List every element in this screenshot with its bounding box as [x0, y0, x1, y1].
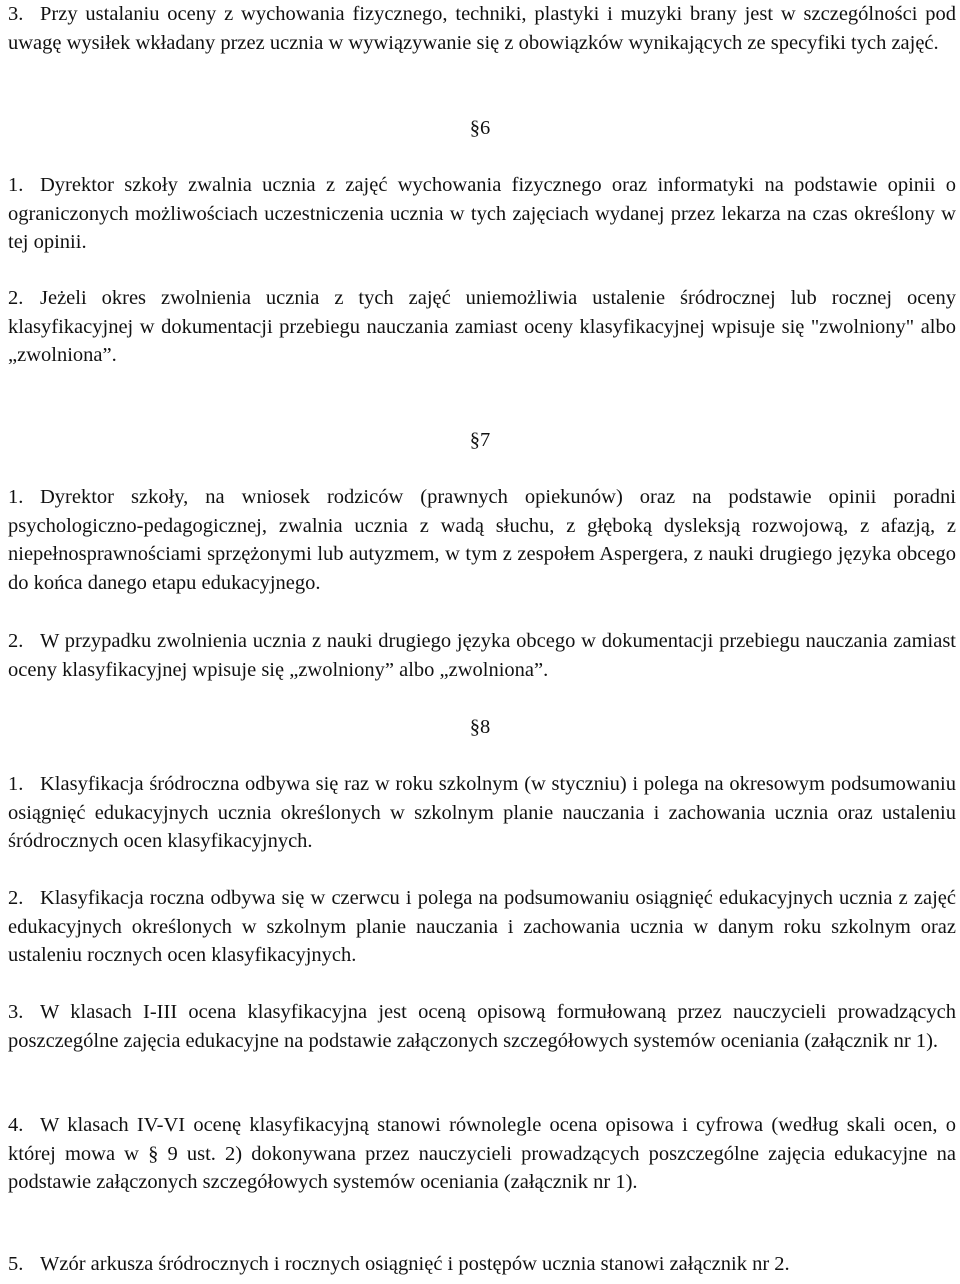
- item-number: 1.: [8, 773, 24, 795]
- section-7-item-2: [8, 627, 956, 684]
- section-8-item-4: [8, 1111, 956, 1197]
- item-text: Klasyfikacja śródroczna odbywa się raz w roku szkolnym (w styczniu) i polega na okresowym podsumowaniu osiągnięć edukacyjnych ucznia określonych w szkolnym planie nauczania i zachowania ucznia oraz ustaleniu śródrocznych ocen klasyfikacyjnych.: [8, 773, 956, 852]
- section-6-item-2: [8, 284, 956, 370]
- item-text: W klasach I-III ocena klasyfikacyjna jest oceną opisową formułowaną przez nauczycieli prowadzących poszczególne zajęcia edukacyjne na podstawie załączonych szczegółowych systemów oceniania (załącznik nr 1).: [8, 1001, 956, 1052]
- item-text: Jeżeli okres zwolnienia ucznia z tych zajęć uniemożliwia ustalenie śródrocznej lub rocznej oceny klasyfikacyjnej w dokumentacji przebiegu nauczania zamiast oceny klasyfikacyjnej wpisuje się "zwolniony" albo „zwolniona”.: [8, 287, 956, 366]
- item-text: W przypadku zwolnienia ucznia z nauki drugiego języka obcego w dokumentacji przebiegu nauczania zamiast oceny klasyfikacyjnej wpisuje się „zwolniony” albo „zwolniona”.: [8, 630, 956, 681]
- item-text: Wzór arkusza śródrocznych i rocznych osiągnięć i postępów ucznia stanowi załącznik nr 2.: [40, 1253, 790, 1275]
- item-number: 3.: [8, 1001, 24, 1023]
- item-number: 2.: [8, 287, 24, 309]
- item-text: W klasach IV-VI ocenę klasyfikacyjną stanowi równolegle ocena opisowa i cyfrowa (według skali ocen, o której mowa w § 9 ust. 2) dokonywana przez nauczycieli prowadzących poszczególne zajęcia edukacyjne na podstawie załączonych szczegółowych systemów oceniania (załącznik nr 1).: [8, 1114, 956, 1193]
- paragraph-3: [8, 0, 956, 57]
- section-8-item-1: [8, 770, 956, 856]
- item-text: Klasyfikacja roczna odbywa się w czerwcu i polega na podsumowaniu osiągnięć edukacyjnych ucznia z zajęć edukacyjnych określonych w szkolnym planie nauczania i zachowania ucznia w danym roku szkolnym oraz ustaleniu rocznych ocen klasyfikacyjnych.: [8, 887, 956, 966]
- item-text: Dyrektor szkoły, na wniosek rodziców (prawnych opiekunów) oraz na podstawie opinii poradni psychologiczno-pedagogicznej, zwalnia ucznia z wadą słuchu, z głęboką dysleksją rozwojową, z afazją, z niepełnosprawnościami sprzężonymi lub autyzmem, w tym z zespołem Aspergera, z nauki drugiego języka obcego do końca danego etapu edukacyjnego.: [8, 486, 956, 594]
- section-heading-7: §7: [469, 429, 491, 451]
- section-8-item-3: [8, 998, 956, 1055]
- item-number: 2.: [8, 887, 24, 909]
- section-8-item-2: [8, 884, 956, 970]
- item-number: 1.: [8, 486, 24, 508]
- item-number: 2.: [8, 630, 24, 652]
- section-6-item-1: [8, 171, 956, 257]
- item-number: 4.: [8, 1114, 24, 1136]
- section-7-item-1: [8, 483, 956, 597]
- section-8-item-5: [8, 1250, 956, 1279]
- item-text: Dyrektor szkoły zwalnia ucznia z zajęć wychowania fizycznego oraz informatyki na podstawie opinii o ograniczonych możliwościach uczestniczenia ucznia w tych zajęciach wydanej przez lekarza na czas określony w tej opinii.: [8, 174, 956, 253]
- section-heading-6: §6: [469, 117, 491, 139]
- paragraph-number: 3.: [8, 3, 24, 25]
- item-number: 1.: [8, 174, 24, 196]
- item-number: 5.: [8, 1253, 24, 1275]
- section-heading-8: §8: [469, 716, 491, 738]
- paragraph-text: Przy ustalaniu oceny z wychowania fizycznego, techniki, plastyki i muzyki brany jest w szczególności pod uwagę wysiłek wkładany przez ucznia w wywiązywanie się z obowiązków wynikających ze specyfiki tych zajęć.: [8, 3, 956, 54]
